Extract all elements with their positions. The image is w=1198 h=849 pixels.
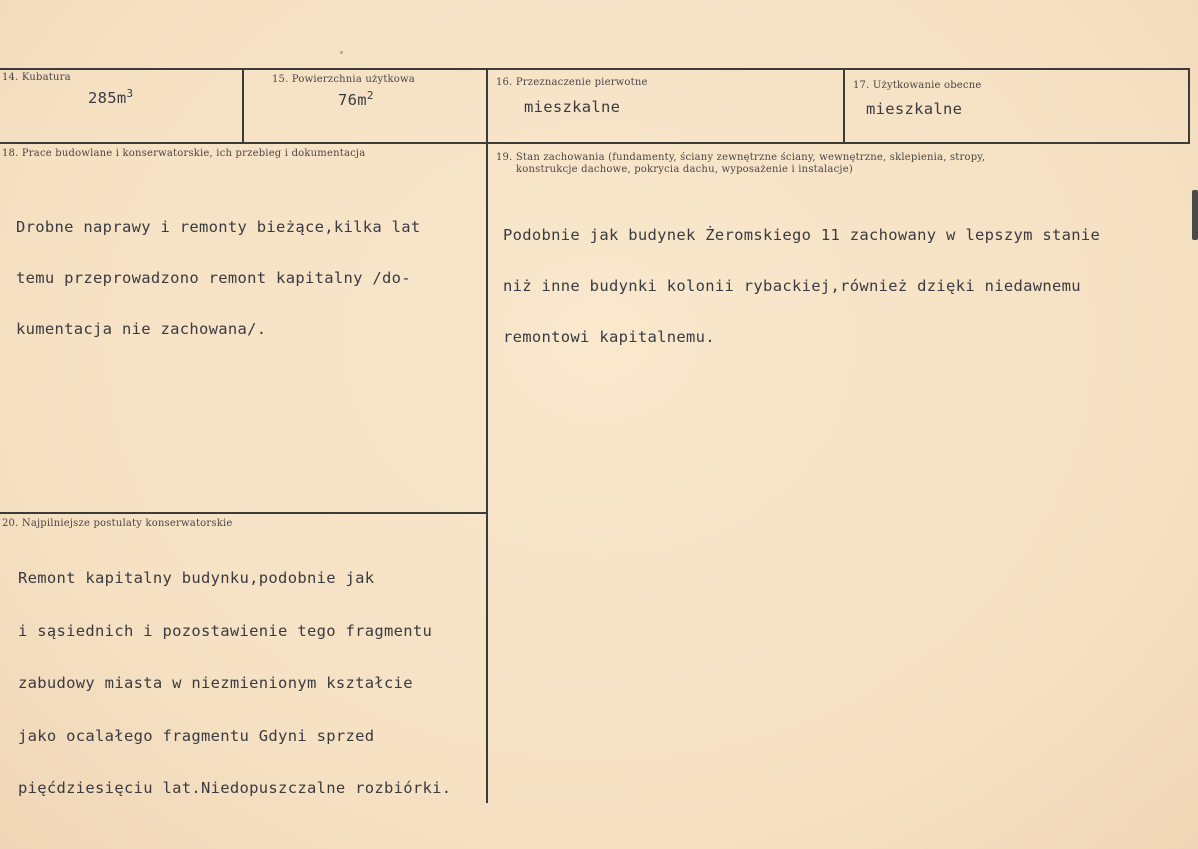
field-16-label: 16. Przeznaczenie pierwotne (496, 77, 648, 88)
field-14-superscript: 3 (126, 86, 134, 100)
field-17-label: 17. Użytkowanie obecne (853, 80, 982, 91)
divider-15-16 (486, 68, 488, 803)
field-19-label-line-1: 19. Stan zachowania (fundamenty, ściany zewnętrzne ściany, wewnętrzne, sklepienia, stropy, (496, 152, 986, 163)
field-19-line: remontowi kapitalnemu. (503, 328, 715, 346)
right-border (1188, 68, 1190, 143)
field-20-line: Remont kapitalny budynku,podobnie jak (18, 569, 375, 587)
field-20-rule (0, 512, 486, 514)
field-18-text (16, 185, 421, 372)
field-19-line: Podobnie jak budynek Żeromskiego 11 zachowany w lepszym stanie (503, 226, 1101, 244)
field-15-superscript: 2 (366, 88, 374, 102)
top-row-rule (0, 68, 1190, 70)
field-18-label: 18. Prace budowlane i konserwatorskie, ich przebieg i dokumentacja (2, 148, 366, 159)
field-18-line: Drobne naprawy i remonty bieżące,kilka lat (16, 218, 421, 236)
field-20-text (18, 535, 451, 833)
field-17-value: mieszkalne (866, 100, 963, 118)
field-19-label-line-2: konstrukcje dachowe, pokrycia dachu, wyposażenie i instalacje) (516, 164, 853, 175)
field-14-number: 285m (88, 89, 127, 107)
divider-16-17 (843, 68, 845, 143)
field-20-line: i sąsiednich i pozostawienie tego fragmentu (18, 621, 433, 640)
field-20-line: zabudowy miasta w niezmienionym kształcie (18, 674, 413, 692)
field-19-text (503, 193, 1100, 380)
divider-14-15 (242, 68, 244, 143)
field-20-label: 20. Najpilniejsze postulaty konserwatorskie (2, 518, 233, 529)
field-20-line: pięćdziesięciu lat.Niedopuszczalne rozbiórki. (18, 779, 452, 797)
field-15-label: 15. Powierzchnia użytkowa (272, 74, 415, 85)
field-18-line: temu przeprowadzono remont kapitalny /do- (16, 269, 411, 287)
field-15-value (338, 88, 374, 109)
field-16-value: mieszkalne (524, 98, 621, 116)
second-row-rule (0, 142, 1190, 144)
field-15-number: 76m (338, 91, 367, 109)
field-19-line: niż inne budynki kolonii rybackiej,również dzięki niedawnemu (503, 277, 1081, 295)
field-18-line: kumentacja nie zachowana/. (16, 320, 267, 338)
paper-speck (340, 51, 343, 54)
field-14-value (88, 86, 134, 107)
field-20-line: jako ocalałego fragmentu Gdyni sprzed (18, 726, 375, 745)
edge-mark (1192, 190, 1198, 240)
field-14-label: 14. Kubatura (2, 72, 71, 83)
